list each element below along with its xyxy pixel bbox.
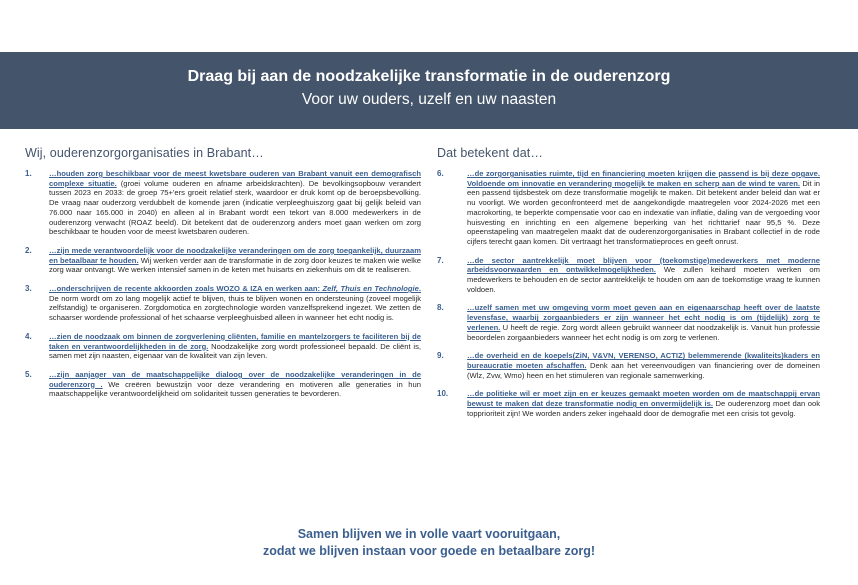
list-item	[437, 169, 820, 247]
item-text	[49, 246, 421, 275]
item-text	[49, 332, 421, 361]
right-column	[437, 146, 820, 427]
left-column-heading: Wij, ouderenzorgorganisaties in Brabant…	[25, 146, 264, 160]
page-title: Draag bij aan de noodzakelijke transformatie in de ouderenzorg	[187, 68, 671, 85]
list-item	[25, 284, 421, 323]
item-text	[467, 256, 820, 295]
item-text	[49, 169, 421, 237]
item-body: Dit in een passend tijdsbestek om deze transformatie mogelijk te maken. Dit betekent ander beleid dan wat er nu voorligt. We worden geconfronteerd met de aangekondigde maatregelen voor 2024-2026 met een macrokorting, te beperkte compensatie voor cao en indexatie van inflatie, daling van de vergoeding voor huisvesting en inrichting en een algemene beperking van het richttarief naar 95,5 %. Deze opeenstapeling van maatregelen maakt dat de ouderenzorgorganisaties in Brabant collectief in de rode cijfers terecht gaan komen. Dit vertraagt het transformatieproces en geeft onrust.	[467, 178, 820, 246]
closing-line-2: zodat we blijven instaan voor goede en betaalbare zorg!	[262, 544, 595, 558]
list-item	[25, 332, 421, 361]
list-item	[437, 389, 820, 418]
item-text	[49, 284, 421, 323]
item-number: 3.	[25, 284, 32, 294]
item-lead: …de overheid en de koepels(ZiN, V&VN, VERENSO, ACTIZ) belemmerende (kwaliteits)kaders en bureaucratie moeten afschaffen.	[467, 351, 820, 370]
item-number: 10.	[437, 389, 449, 399]
item-number: 7.	[437, 255, 444, 265]
item-lead-emphasis: Zelf, Thuis en Technologie	[322, 284, 419, 294]
item-text	[467, 169, 820, 247]
left-column	[25, 146, 421, 408]
list-item	[437, 351, 820, 380]
item-lead-part: …onderschrijven de recente akkoorden zoals WOZO & IZA en werken aan:	[49, 284, 323, 294]
item-text	[467, 303, 820, 342]
item-lead: …de zorgorganisaties ruimte, tijd en financiering moeten krijgen die passend is bij deze opgave. Voldoende om innovatie en verandering mogelijk te maken en scherp aan de wind te varen.	[467, 169, 820, 188]
header-banner	[0, 52, 858, 129]
list-item	[437, 256, 820, 295]
item-number: 6.	[437, 169, 444, 178]
item-text	[49, 370, 421, 399]
item-text	[467, 351, 820, 380]
right-column-heading: Dat betekent dat…	[437, 146, 543, 160]
item-text	[467, 389, 820, 418]
list-item	[25, 370, 421, 399]
item-body: Noodzakelijke zorg wordt professioneel bepaald. De cliënt is, samen met zijn naasten, eigenaar van de kwaliteit van zijn leven.	[49, 341, 421, 361]
item-body: (groei volume ouderen en afname arbeidskrachten). De bevolkingsopbouw verandert tussen 2023 en 2033: de groep 75+'ers groeit relatief sterk, waardoor er druk komt op de beroepsbevolking. De vraag naar ouderzorg verdubbelt de komende jaren (indicatie verpleeghuiszorg gaat bij gelijk beleid van 76.000 naar 165.000 in 2040) en alleen al in Brabant wordt een tekort van 8.000 medewerkers in de ouderenzorg verwacht (ROAZ beeld). Dit betekent dat de ouderenzorg anders moet gaan werken om zorg beschikbaar te houden voor de meest kwetsbaren ouderen.	[49, 178, 422, 237]
item-body: Denk aan het vereenvoudigen van financiering over de domeinen (Wlz, Zvw, Wmo) heen en het stimuleren van regionale samenwerking.	[467, 360, 820, 380]
item-lead: …zien de noodzaak om binnen de zorgverlening cliënten, familie en mantelzorgers te faciliteren bij de taken en verantwoordelijkheden in de zorg.	[49, 331, 421, 351]
item-number: 4.	[25, 331, 32, 341]
item-body: Wij werken verder aan de transformatie in de zorg door keuzes te maken wie welke zorg waar ontvangt. We werken intensief samen in de keten met huisarts en ziekenhuis om dit te realiseren.	[49, 255, 421, 275]
list-item	[437, 303, 820, 342]
item-number: 5.	[25, 369, 32, 379]
item-lead: …de politieke wil er moet zijn en er keuzes gemaakt moeten worden om de maatschappij ervan bewust te maken dat deze transformatie nodig en onvermijdelijk is.	[467, 389, 820, 409]
item-number: 2.	[25, 245, 32, 255]
closing-line-1: Samen blijven we in volle vaart vooruitgaan,	[297, 527, 561, 541]
item-body: De ouderenzorg moet dan ook topprioriteit zijn! We worden anders zeker ingehaald door de demografie met een crisis tot gevolg.	[467, 399, 820, 418]
item-lead	[49, 284, 421, 293]
closing-statement	[0, 526, 858, 560]
item-number: 9.	[437, 351, 444, 361]
item-lead: …zijn mede verantwoordelijk voor de noodzakelijke veranderingen om de zorg toegankelijk, duurzaam en betaalbaar te houden.	[49, 245, 421, 265]
item-body: We creëren bewustzijn voor deze verandering en motiveren alle generaties in hun maatschappelijke verantwoordelijkheid om solidariteit tussen generaties te bevorderen.	[49, 379, 421, 399]
item-lead: …zijn aanjager van de maatschappelijke dialoog over de noodzakelijke veranderingen in de ouderenzorg .	[49, 369, 421, 389]
item-lead: …de sector aantrekkelijk moet blijven voor (toekomstige)medewerkers met moderne arbeidsvoorwaarden en ontwikkelmogelijkheden.	[467, 255, 820, 275]
item-lead-end: .	[418, 284, 421, 294]
item-body: We zullen keihard moeten werken om medewerkers te behouden en de sector aantrekkelijk te houden om aan de toekomstige vraag te kunnen voldoen.	[467, 265, 820, 294]
item-body: De norm wordt om zo lang mogelijk actief te blijven, thuis te blijven wonen en ondersteuning (zoveel mogelijk zelfstandig) te organiseren. Zorgdomotica en zorgtechnologie worden vanzelfsprekend ingezet. We zetten de schaarser wordende professional of het schaarse verpleeghuisbed alleen in wanneer het echt nodig is.	[49, 293, 421, 323]
list-item	[25, 169, 421, 237]
item-number: 1.	[25, 169, 32, 178]
page-subtitle: Voor uw ouders, uzelf en uw naasten	[301, 91, 557, 108]
item-lead: …houden zorg beschikbaar voor de meest kwetsbare ouderen van Brabant vanuit een demografisch complexe situatie.	[49, 169, 421, 188]
item-number: 8.	[437, 303, 444, 313]
list-item	[25, 246, 421, 275]
item-lead: …uzelf samen met uw omgeving vorm moet geven aan en eigenaarschap heeft over de laatste levensfase, waarbij zorgaanbieders er zijn wanneer het echt nodig is om (tijdelijk) zorg te verlenen.	[467, 303, 820, 332]
item-body: U heeft de regie. Zorg wordt alleen gebruikt wanneer dat noodzakelijk is. Vanuit hun professie beoordelen zorgaanbieders wanneer het echt nodig is om zorg te verlenen.	[467, 322, 820, 342]
